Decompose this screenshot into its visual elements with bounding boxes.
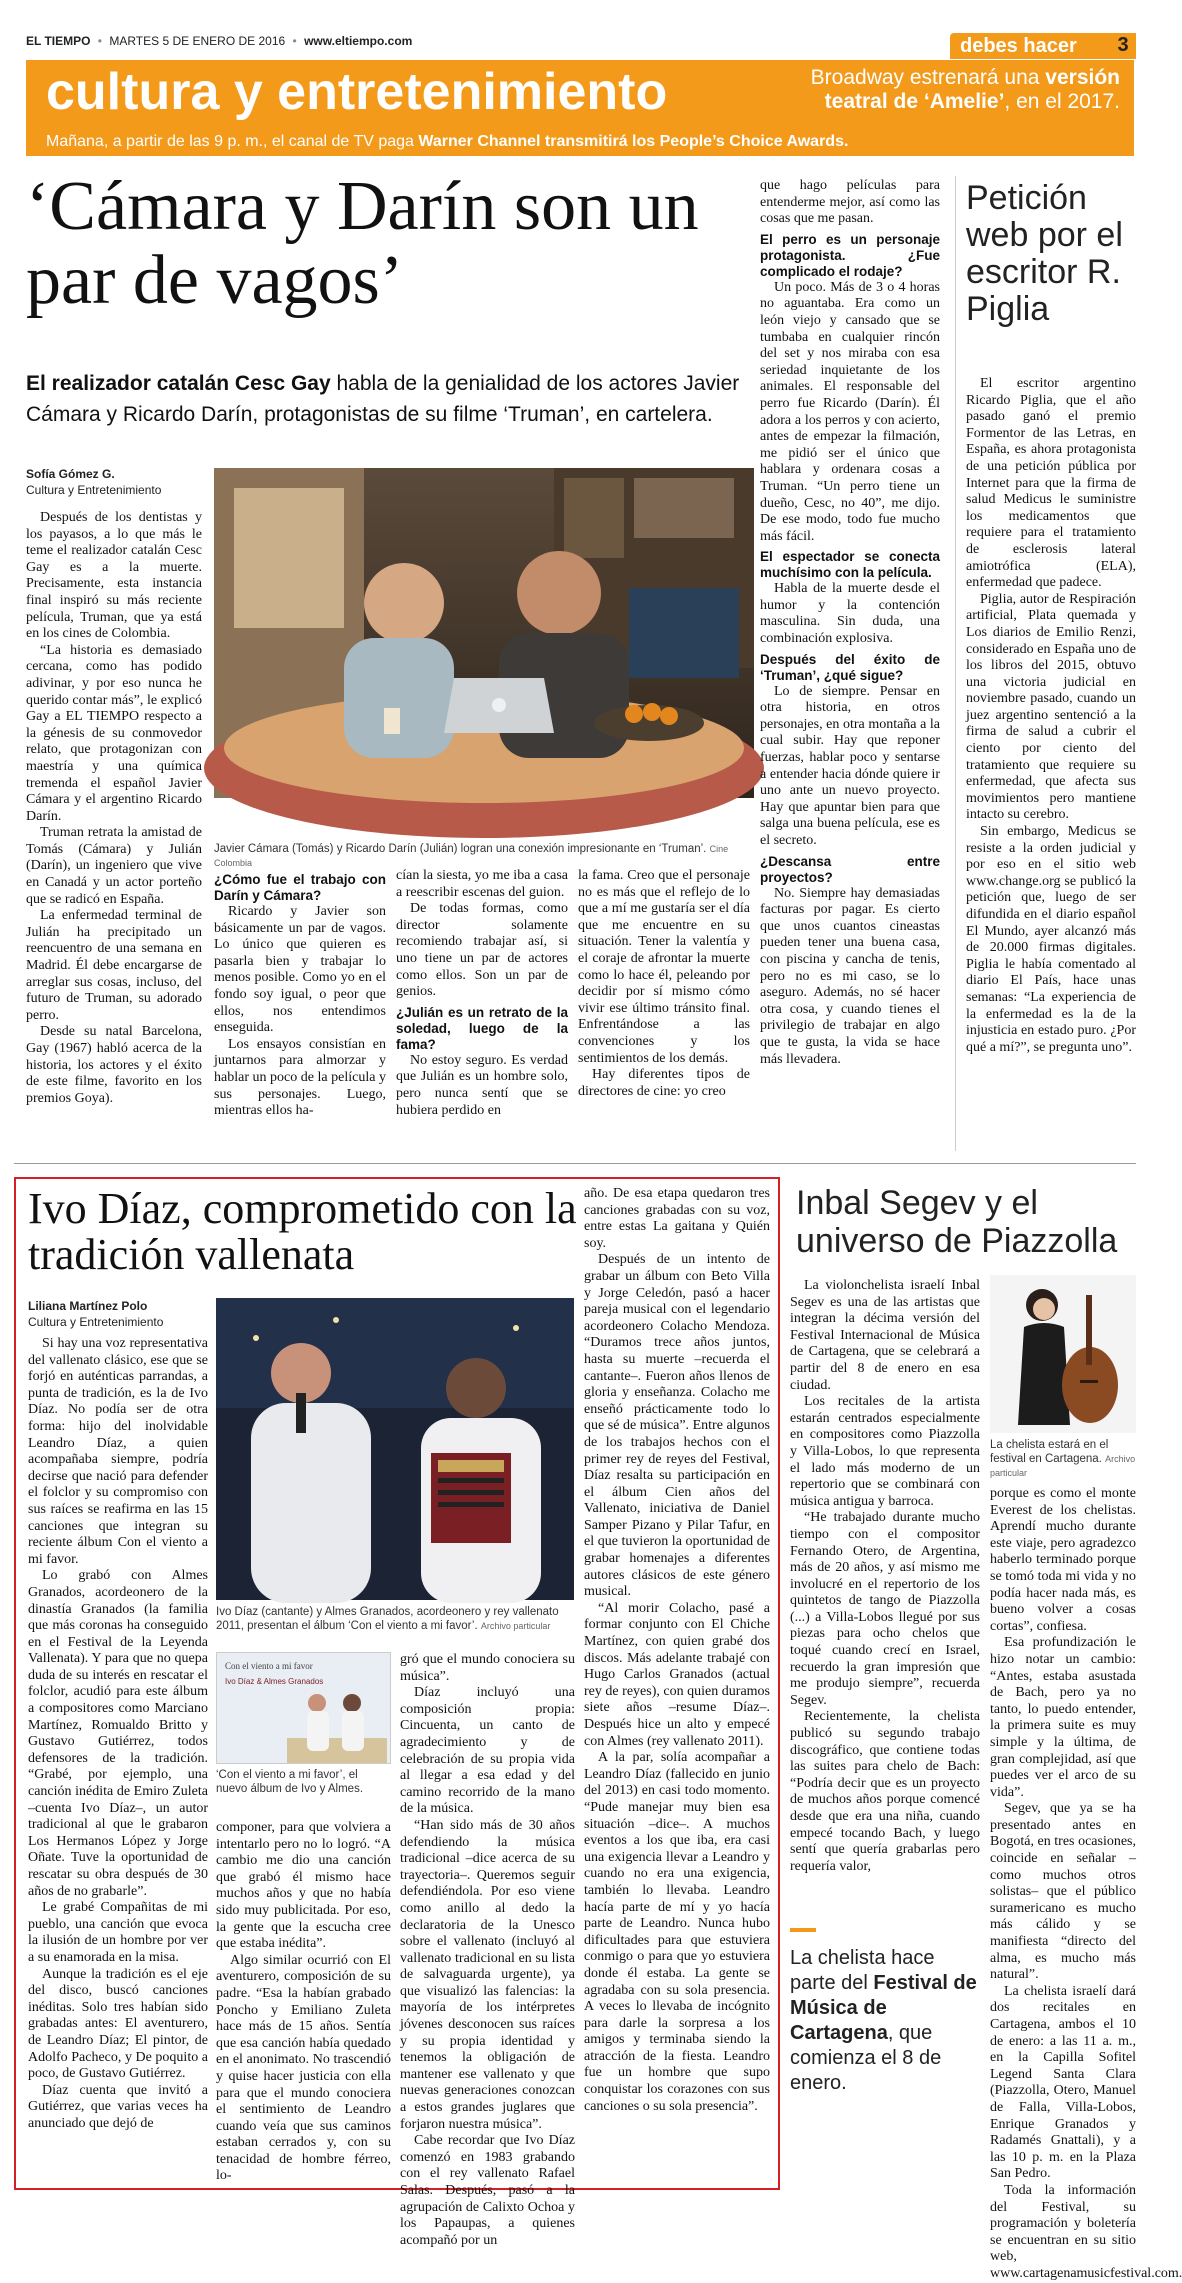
paper-name: EL TIEMPO xyxy=(26,34,91,48)
interview-question: El perro es un personaje protagonista. ¿Fue complicado el rodaje? xyxy=(760,231,940,279)
story1-column-3 xyxy=(396,868,568,1119)
paragraph: Piglia, autor de Respiración artificial, Plata quemada y Los diarios de Emilio Renzi, considerado en España uno de los libros del 2015, obtuvo una victoria judicial en noviembre pasado, cuando un juez argentino sentenció a la firma de salud a cubrir el ciento por ciento del tratamiento que requiere su enfermedad, que afecta sus movimientos pero mantiene intacto su cerebro. xyxy=(966,591,1136,823)
paragraph: Después de un intento de grabar un álbum con Beto Villa y Jorge Celedón, pasó a hacer pareja musical con el legendario acordeonero Colacho Mendoza. “Duramos trece años juntos, hasta su muerte –recuerda el cantante–. Fueron años llenos de gloria y enseñanza. Colacho me enseñó prácticamente todo lo que sé de música”. Entre algunos de los trabajos hechos con el primer rey de reyes del Festival, Díaz resalta su participación en el álbum Cien años del Vallenato, iniciativa de Daniel Samper Pizano y Pilar Tafur, en el que tuvieron la oportunidad de grabar homenajes a diferentes autores clásicos de este género musical. xyxy=(584,1252,770,1600)
story1-column-1 xyxy=(26,510,202,1107)
paragraph: Hay diferentes tipos de directores de cine: yo creo xyxy=(578,1067,750,1099)
story1-deck-bold: El realizador catalán Cesc Gay xyxy=(26,372,331,395)
caption-text: Ivo Díaz (cantante) y Almes Granados, acordeonero y rey vallenato 2011, presentan el álbum ‘Con el viento a mi favor’. xyxy=(216,1606,559,1632)
paragraph: Los recitales de la artista estarán centrados especialmente en compositores como Piazzolla y Villa-Lobos, lo que representa el lado más moderno de un repertorio que se combinará con música antigua y barroca. xyxy=(790,1394,980,1509)
paragraph: “Han sido más de 30 años defendiendo la música tradicional –dice acerca de su trayectoria–. Queremos seguir defendiéndola. Por eso viene como anillo al dedo la declaratoria de la Unesco sobre el vallenato (incluyó al vallenato tradicional en su lista de salvaguarda urgente), ya que visualizó las falencias: la mayoría de los intérpretes jóvenes desconocen sus raíces y su propia identidad y tenemos la obligación de mantener ese vallenato y que nuevas generaciones conozcan a estos grandes juglares que forjaron nuestra música”. xyxy=(400,1817,575,2132)
subline-text: Mañana, a partir de las 9 p. m., el canal de TV paga xyxy=(46,133,419,150)
interview-question: Después del éxito de ‘Truman’, ¿qué sigue? xyxy=(760,651,940,683)
paragraph: cían la siesta, yo me iba a casa a reescribir escenas del guion. xyxy=(396,868,568,900)
caption-text: La chelista estará en el festival en Cartagena. xyxy=(990,1439,1109,1465)
story1-author: Sofía Gómez G. xyxy=(26,467,115,481)
paragraph: Lo grabó con Almes Granados, acordeonero de la dinastía Granados (la familia que más coronas ha conseguido en el Festival de la Leyenda Vallenata). Y para que no quepa duda de su interés en rescatar el folclor, acudió para este álbum a compositores como Marciano Martínez, Romualdo Britto y Gustavo Gutiérrez, todos defensores de la tradición. “Grabé, por ejemplo, una canción inédita de Emiro Zuleta –cuenta Ivo Díaz–, un autor tradicional al que le grabaron Los Hermanos López y Jorge Oñate. Tuve la oportunidad de rescatar su obra después de 30 años de no grabarle”. xyxy=(28,1568,208,1899)
story1-deck xyxy=(26,368,748,430)
story1-column-4 xyxy=(578,868,750,1100)
story2-photo-caption xyxy=(216,1605,574,1633)
story1-photo-caption xyxy=(214,842,754,870)
pull-quote xyxy=(790,1946,980,2096)
story3-column-1 xyxy=(790,1278,980,1875)
paragraph: A la par, solía acompañar a Leandro Díaz (fallecido en junio del 2013) en casi todo momento. “Pude manejar muy bien esa situación –dice–. A muchos eventos a los que iba, era casi una exigencia llevar a Leandro y cuando no era una exigencia, también lo llevaba. Leandro hacía parte de mí y yo hacía parte de Leandro. Nunca hubo dificultades para que estuviera conmigo o para que yo estuviera donde él estaba. La gente se agradaba con su sola presencia. A veces lo llevaba de incógnito para darle la sorpresa a los amigos y terminaba siendo la atracción de la fiesta. Leandro fue un hombre que supo conquistar los corazones con sus canciones o su sola presencia”. xyxy=(584,1750,770,2114)
interview-question: El espectador se conecta muchísimo con la película. xyxy=(760,549,940,581)
paragraph: De todas formas, como director solamente recomiendo trabajar así, si uno tiene un par de actores como ellos. Son un par de genios. xyxy=(396,901,568,1000)
interview-question: ¿Julián es un retrato de la soledad, luego de la fama? xyxy=(396,1004,568,1052)
pull-quote-tail: , que comienza el 8 de enero. xyxy=(790,2022,942,2094)
paragraph: componer, para que volviera a intentarlo pero no lo logró. “A cambio me dio una canción que grabó él mismo hace muchos años y que no había sido muy publicitada. Por eso, la gente que la escucha cree que estaba inédita”. xyxy=(216,1820,391,1952)
paragraph: Después de los dentistas y los payasos, a lo que más le teme el realizador catalán Cesc Gay es a la muerte. Precisamente, esta instancia final inspiró su más reciente película, Truman, que ya está en los cines de Colombia. xyxy=(26,510,202,642)
paragraph: gró que el mundo conociera su música”. xyxy=(400,1652,575,1684)
paragraph: año. De esa etapa quedaron tres canciones grabadas con su voz, entre estas La gaitana y Quién soy. xyxy=(584,1186,770,1251)
paragraph: Sin embargo, Medicus se resiste a la orden judicial y por eso en el sitio web www.change.org se publicó la petición que, luego de ser difundida en el diario español El Mundo, ayer alcanzó más de 20.000 firmas digitales. Piglia le había comentado al diario El País, hace unas semanas: “La experiencia de la enfermedad es la de la injusticia en estado puro. ¿Por qué a mí?”, se pregunta uno”. xyxy=(966,824,1136,1055)
photo-credit: Archivo particular xyxy=(990,1454,1136,1478)
caption-text: Javier Cámara (Tomás) y Ricardo Darín (Julián) logran una conexión impresionante en ‘Truman’. xyxy=(214,843,707,855)
paragraph: “La historia es demasiado cercana, como has podido adivinar, y por eso nunca he querido contar más”, le explicó Gay a EL TIEMPO respecto a la génesis de su conmovedor relato, que protagonizan con maestría y una química tremenda el español Javier Cámara y el argentino Ricardo Darín. xyxy=(26,642,202,824)
cellist-image xyxy=(990,1275,1136,1433)
paragraph: porque es como el monte Everest de los chelistas. Aprendí mucho durante este viaje, pero agradezco haberlo terminado porque se tomó toda mi vida y no podía hacer nada más, es bueno volver a cosas cortas”, confiesa. xyxy=(990,1486,1136,1634)
promo-text: Broadway estrenará una xyxy=(810,66,1046,89)
paragraph: Recientemente, la chelista publicó su segundo trabajo discográfico, que contiene todas las suites para chelo de Bach: “Podría decir que es un proyecto de muchos años porque comencé desde que era una niña, cuando empecé tocando Bach, y luego sentí que quería grabarlas pero requería valor, xyxy=(790,1709,980,1874)
truman-scene-image xyxy=(214,468,754,798)
photo-credit: Cine Colombia xyxy=(214,844,729,868)
paragraph: Lo de siempre. Pensar en otra historia, en otros personajes, en otra montaña a la cual subir. Hay que reponer fuerzas, hablar poco y sentarse a entender hacia dónde quiere ir uno ante un nuevo proyecto. Hay que apuntar bien para que salga una buena película, ese es el secreto. xyxy=(760,683,940,848)
album-cover-title: Con el viento a mi favor xyxy=(225,1661,313,1671)
section-tag: debes hacer xyxy=(950,33,1136,59)
paragraph: la fama. Creo que el personaje no es más que el reflejo de lo que a mí me gustaría ser el día que me encuentre en su situación. Tener la valentía y el coraje de afrontar la muerte como lo hace él, peleando por decidir por sí mismo cómo vivir ese último tránsito final. Enfrentándose a las convenciones y los sentimientos de los demás. xyxy=(578,868,750,1066)
paragraph: Díaz incluyó una composición propia: Cincuenta, un canto de agradecimiento y de celebración de su propia vida al llegar a esa edad y del camino recorrido de la mano de la música. xyxy=(400,1685,575,1817)
album-cover xyxy=(216,1652,391,1764)
column-divider xyxy=(955,176,956,1151)
promo-highlight: versión teatral de ‘Amelie’ xyxy=(824,66,1120,113)
story1-headline: ‘Cámara y Darín son un par de vagos’ xyxy=(26,168,699,319)
paragraph: Un poco. Más de 3 o 4 horas no aguantaba. Era como un león viejo y cansado que se tumbaba en cualquier rincón del set y nos miraba con esa seriedad inquietante de los animales. El responsable del perro fue Ricardo (Darín). Él adora a los perros y con acierto, antes de empezar la filmación, me pidió ser el único que hablara y ordenara cosas a Truman. “Un perro tiene un dueño, Cesc, no 40”, me dijo. De ese modo, todo fue mucho más fácil. xyxy=(760,279,940,544)
story3-column-2 xyxy=(990,1486,1182,2283)
story2-byline xyxy=(28,1298,208,1330)
section-promo xyxy=(790,66,1120,114)
paragraph: El escritor argentino Ricardo Piglia, que el año pasado ganó el premio Formentor de las Letras, en España, es ahora protagonista de una petición pública por Internet para que la firma de salud Medicus le suministre los medicamentos que requiere para el tratamiento de esclerosis lateral amiotrófica (ELA), enfermedad que padece. xyxy=(966,376,1136,591)
masthead: EL TIEMPO • MARTES 5 DE ENERO DE 2016 • www.eltiempo.com xyxy=(26,34,413,48)
paragraph: Esa profundización le hizo notar un cambio: “Antes, estaba asustada de Bach, pero ya no tanto, lo puedo entender, la primera suite es muy simple y la última, de gran complejidad, así que puedes ver el arco de su vida”. xyxy=(990,1635,1136,1800)
paragraph: que hago películas para entenderme mejor, así como las cosas que me pasan. xyxy=(760,178,940,227)
paragraph: Si hay una voz representativa del vallenato clásico, ese que se forjó en auténticas parrandas, a punta de tradición, es la de Ivo Díaz. No podía ser de otra forma: hijo del inolvidable Leandro Díaz, a quien acompañaba siempre, podría decirse que nació para defender el folclor y su compromiso con sus raíces se reafirma en las 15 canciones que integran su reciente álbum Con el viento a mi favor. xyxy=(28,1336,208,1567)
paragraph: Los ensayos consistían en juntarnos para almorzar y hablar un poco de la película y sus personajes. Luego, mientras ellos ha- xyxy=(214,1036,386,1119)
interview-question: ¿Descansa entre proyectos? xyxy=(760,853,940,885)
section-divider xyxy=(14,1163,1136,1164)
story3-photo xyxy=(990,1275,1136,1433)
paragraph: La violonchelista israelí Inbal Segev es una de las artistas que integran la décima versión del Festival Internacional de Música de Cartagena, que se celebrará a partir del 8 de enero en esa ciudad. xyxy=(790,1278,980,1393)
story2-author: Liliana Martínez Polo xyxy=(28,1299,148,1313)
pull-quote-text: La chelista hace parte del xyxy=(790,1947,935,1994)
sidebar-headline: Petición web por el escritor R. Piglia xyxy=(966,179,1123,328)
story3-photo-caption xyxy=(990,1438,1136,1480)
paragraph: Segev, que ya se ha presentado antes en Bogotá, en tres ocasiones, coincide en señalar –como muchos otros solistas– que el público suramericano es mucho más cálido y se manifiesta “directo del alma, es mucho más natural”. xyxy=(990,1801,1136,1983)
paragraph: Toda la información del Festival, su programación y boletería se encuentran en su sitio web, www.cartagenamusicfestival.com. xyxy=(990,2182,1182,2281)
pull-quote-highlight: Festival de Música de Cartagena xyxy=(790,1972,977,2044)
story1-author-section: Cultura y Entretenimiento xyxy=(26,483,162,497)
paragraph: No estoy seguro. Es verdad que Julián es un hombre solo, pero nunca sentí que se hubiera perdido en xyxy=(396,1052,568,1118)
story1-photo xyxy=(214,468,754,798)
paragraph: “Al morir Colacho, pasé a formar conjunto con El Chiche Martínez, con quien grabé dos discos. Más adelante trabajé con Hugo Carlos Granados (actual rey de reyes), con quien duramos siete años –resume Díaz–. Después hice un alto y empecé con Almes (rey vallenato 2011). xyxy=(584,1600,770,1749)
story1-column-2 xyxy=(214,868,386,1120)
subline-highlight: Warner Channel transmitirá los People’s Choice Awards. xyxy=(418,133,849,150)
story2-column-2 xyxy=(216,1820,391,2185)
story2-author-section: Cultura y Entretenimiento xyxy=(28,1315,164,1329)
singer-and-accordionist-image xyxy=(216,1298,574,1600)
paragraph: Desde su natal Barcelona, Gay (1967) habló acerca de la historia, los actores y el éxito de este filme, favorito en los premios Goya). xyxy=(26,1024,202,1106)
pull-quote-accent xyxy=(790,1928,816,1932)
section-subline xyxy=(46,133,848,151)
paragraph: Aunque la tradición es el eje del disco, buscó canciones inéditas. Solo tres habían sido grabadas antes: El aventurero, de Leandro Díaz; El pintor, de Adolfo Pacheco, y De poquito a poco, de Gustavo Gutiérrez. xyxy=(28,1966,208,2082)
story2-column-1 xyxy=(28,1336,208,2133)
story2-column-4 xyxy=(584,1186,770,2115)
paper-url[interactable]: www.eltiempo.com xyxy=(304,34,413,48)
paragraph: La enfermedad terminal de Julián ha precipitado un reencuentro de una semana en Madrid. Él debe encargarse de arreglar sus cosas, incluso, del futuro de Truman, su adorado perro. xyxy=(26,908,202,1023)
story1-deck-rest: habla de la genialidad de los actores Javier Cámara y Ricardo Darín, protagonistas de su filme ‘Truman’, en cartelera. xyxy=(26,372,740,426)
paragraph: Cabe recordar que Ivo Díaz comenzó en 1983 grabando con el rey vallenato Rafael Salas. Después, pasó a la agrupación de Calixto Ochoa y los Papaupas, a quienes acompañó por un xyxy=(400,2133,575,2248)
paragraph: “He trabajado durante mucho tiempo con el compositor Fernando Otero, de Argentina, más de 20 años, y así mismo me involucré en el repertorio de los quintetos de tango de Piazzolla (...) a Villa-Lobos llegué por sus piezas para ocho chelos que toqué cuando crecí en Israel, recuerdo la gran impresión que me produjo siempre”, recuerda Segev. xyxy=(790,1510,980,1708)
album-caption: ‘Con el viento a mi favor’, el nuevo álbum de Ivo y Almes. xyxy=(216,1769,364,1795)
paragraph: La chelista israelí dará dos recitales en Cartagena, ambos el 10 de enero: a las 11 a. m., en la Capilla Sofitel Legend Santa Clara (Piazzolla, Otero, Manuel de Falla, Villa-Lobos, Enrique Granados y Radamés Gnattali), y a las 10 p. m. en la Plaza San Pedro. xyxy=(990,1983,1136,2182)
interview-question: ¿Cómo fue el trabajo con Darín y Cámara? xyxy=(214,872,386,903)
paragraph: Algo similar ocurrió con El aventurero, composición de su padre. “Esa la habían grabado Poncho y Emiliano Zuleta hace más de 15 años. Sentía que esa canción había quedado en el anonimato. No trascendió y quise hacer justicia con ella para que el mundo conociera el sentimiento de Leandro cuando veía que sus caminos estaban cerrados y, con su tenacidad de hombre férreo, lo- xyxy=(216,1952,391,2184)
story1-byline xyxy=(26,466,201,498)
paragraph: Ricardo y Javier son básicamente un par de vagos. Lo único que quieren es pasarla bien y trabajar lo menos posible. Como yo en el fondo soy igual, o peor que ellos, nos entendimos enseguida. xyxy=(214,904,386,1036)
issue-date: MARTES 5 DE ENERO DE 2016 xyxy=(109,34,286,48)
story1-column-5 xyxy=(760,178,940,1068)
story2-headline: Ivo Díaz, comprometido con la tradición vallenata xyxy=(28,1184,577,1279)
section-title: cultura y entretenimiento xyxy=(46,63,668,121)
story3-headline: Inbal Segev y el universo de Piazzolla xyxy=(796,1184,1118,1260)
album-cover-figures-image xyxy=(287,1683,387,1763)
album-cover-artists: Ivo Díaz & Almes Granados xyxy=(225,1677,324,1686)
story2-column-3 xyxy=(400,1652,575,2249)
paragraph: Habla de la muerte desde el humor y la contención masculina. Sin duda, una combinación explosiva. xyxy=(760,581,940,647)
paragraph: No. Siempre hay demasiadas facturas por pagar. Es cierto que unos cuantos cineastas pueden tener una buena casa, con piscina y cancha de tenis, pero no es mi caso, se lo aseguro. Además, no sé hacer otra cosa, y cuando tienes el privilegio de trabajar en algo que te gusta, la vida se hace más llevadera. xyxy=(760,885,940,1067)
paragraph: Díaz cuenta que invitó a Gutiérrez, que varias veces ha anunciado que dejó de xyxy=(28,2082,208,2131)
paragraph: Truman retrata la amistad de Tomás (Cámara) y Julián (Darín), un ingeniero que vive en Canadá y un actor porteño que se radicó en España. xyxy=(26,825,202,907)
photo-credit: Archivo particular xyxy=(480,1621,551,1631)
paragraph: Le grabé Compañitas de mi pueblo, una canción que evoca la ilusión de un hombre por ver a su enamorada en la misa. xyxy=(28,1900,208,1965)
story2-photo xyxy=(216,1298,574,1600)
sidebar-body xyxy=(966,376,1136,1056)
promo-tail: , en el 2017. xyxy=(1004,90,1120,113)
page-number: 3 xyxy=(1117,34,1129,56)
